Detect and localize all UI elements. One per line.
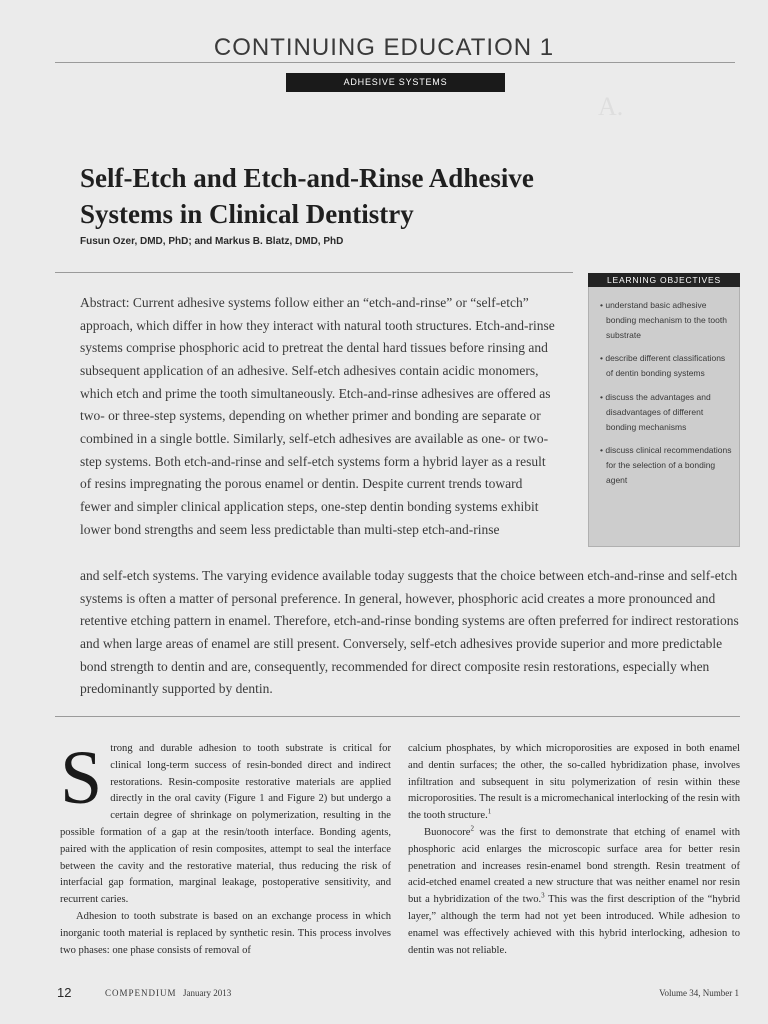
body-paragraph-1-text: trong and durable adhesion to tooth substrate is critical for clinical long-term success of resin-bonded direct and indirect restorations. Resin-composite restorative materials are applied directly in the oral cavity (Figure 1 and Figure 2) but undergo a certain degree of shrinkage on polymerization, resulting in the possible formation of a gap at the resin/tooth interface. Bonding agents, paired with the application of resin composites, attempt to seal the interface between the cavity and the restorative material, thus reducing the risk of interfacial gap formation, marginal leakage, postoperative sensitivity, and recurrent caries. [60,743,391,906]
body-paragraph-4-text-a: was the first to demonstrate that etching of enamel with phosphoric acid enlarges the microscopic surface area for better resin penetration and increases resin-enamel bond strength. Resin treatment of acid-etched enamel created a new structure that was neither enamel nor resin but a hybridization of the two. [408,826,740,906]
reference-marker: 2 [470,824,474,833]
footer-publication [105,988,231,998]
body-column-left [60,736,391,959]
article-authors: Fusun Ozer, DMD, PhD; and Markus B. Blatz, DMD, PhD [80,236,344,247]
body-paragraph-3-text: calcium phosphates, by which microporosities are exposed in both enamel and dentin surfaces; the other, the so-called hybridization phase, involves infiltration and subsequent in situ polymerization of resin within these microporosities. The result is a micromechanical interlocking of the resin with the tooth structure. [408,743,740,822]
learning-objectives-heading: LEARNING OBJECTIVES [588,273,740,287]
magazine-name: COMPENDIUM [105,988,177,998]
abstract-text-part-2: and self-etch systems. The varying evidence available today suggests that the choice between etch-and-rinse and self-etch systems is often a matter of personal preference. In general, however, phosphoric acid creates a more pronounced and retentive etching pattern in enamel. Therefore, etch-and-rinse bonding systems are often preferred for indirect restorations and when large areas of enamel are still present. Conversely, self-etch adhesives provide superior and more predictable bond strength to dentin and are, consequently, recommended for direct composite resin restorations, especially when predominantly supported by dentin. [80,568,739,697]
body-column-right [408,741,740,959]
learning-objectives-list [598,298,733,497]
learning-objective-item: • describe different classifications of dentin bonding systems [600,353,726,379]
reference-marker: 3 [541,891,545,900]
body-paragraph-4-text-b: This was the first description of the “hybrid layer,” although the term had not yet been introduced. While adhesion to enamel was effectively achieved with this hybrid interlocking, adhesion to dentin was not reliable. [408,894,741,956]
body-paragraph-1 [60,736,391,909]
body-paragraph-4 [408,825,740,959]
article-title-line-2: Systems in Clinical Dentistry [80,199,414,229]
abstract-text-part-1: Abstract: Current adhesive systems follow either an “etch-and-rinse” or “self-etch” approach, which differ in how they interact with natural tooth structures. Etch-and-rinse systems comprise phosphoric acid to pretreat the dental hard tissues before rinsing and subsequent application of an adhesive. Self-etch adhesives contain acidic monomers, which etch and prime the tooth simultaneously. Etch-and-rinse adhesives are offered as two- or three-step systems, depending on whether primer and bonding are separate or combined in a single bottle. Similarly, self-etch adhesives are available as one- or two-step systems. Both etch-and-rinse and self-etch systems form a hybrid layer as a result of resins impregnating the porous enamel or dentin. Despite current trends toward fewer and simpler clinical application steps, one-step dentin bonding systems exhibit lower bond strengths and seem less predictable than multi-step etch-and-rinse [80,295,555,537]
learning-objective-item: • understand basic adhesive bonding mechanism to the tooth substrate [600,300,727,340]
body-paragraph-4-author: Buonocore [424,826,471,838]
section-label: ADHESIVE SYSTEMS [286,73,505,92]
drop-cap: S [60,736,103,820]
issue-date: January 2013 [183,988,232,998]
reference-marker: 1 [487,807,492,816]
body-paragraph-2: Adhesion to tooth substrate is based on an exchange process in which inorganic tooth material is replaced by synthetic resin. This process involves two phases: one phase consists of removal of [60,910,391,956]
learning-objective-item: • discuss the advantages and disadvantages of different bonding mechanisms [600,391,711,432]
abstract-bottom-rule [55,716,740,717]
bleed-through-text: A. [598,92,624,121]
page-header-title: CONTINUING EDUCATION 1 [213,34,555,61]
article-title-line-1: Self-Etch and Etch-and-Rinse Adhesive [80,163,534,193]
page-number: 12 [57,985,72,1000]
volume-number: Volume 34, Number 1 [659,988,739,998]
body-paragraph-3 [408,741,740,825]
article-title [80,160,640,232]
abstract-top-rule [55,272,573,273]
learning-objective-item: • discuss clinical recommendations for the selection of a bonding agent [600,445,732,485]
header-rule [55,62,735,63]
